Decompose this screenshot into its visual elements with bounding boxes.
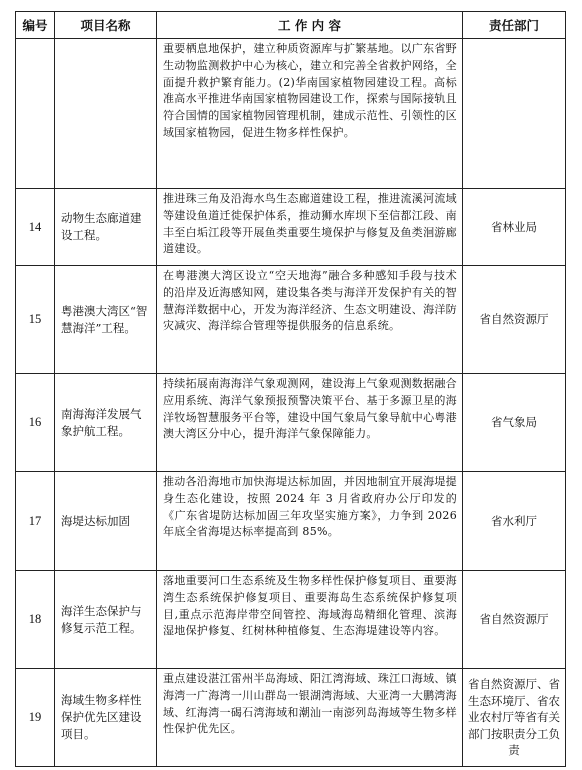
row-responsible-dept: 省自然资源厅 <box>463 266 566 374</box>
table-row <box>16 669 566 767</box>
row-number: 18 <box>16 571 55 669</box>
row-project-name: 海域生物多样性保护优先区建设项目。 <box>55 669 157 767</box>
row-project-name: 南海海洋发展气象护航工程。 <box>55 374 157 472</box>
header-project-name: 项目名称 <box>55 12 157 39</box>
row-work-content: 持续拓展南海海洋气象观测网，建设海上气象观测数据融合应用系统、海洋气象预报预警决策平台、基于多源卫星的海洋牧场智慧服务平台等，建设中国气象局气象导航中心粤港澳大湾区分中心，提升海洋气象保障能力。 <box>157 374 463 472</box>
row-project-name: 海洋生态保护与修复示范工程。 <box>55 571 157 669</box>
row-number: 17 <box>16 472 55 571</box>
row-project-name: 动物生态廊道建设工程。 <box>55 189 157 266</box>
row-number: 16 <box>16 374 55 472</box>
row-responsible-dept: 省水利厅 <box>463 472 566 571</box>
row-responsible-dept: 省自然资源厅、省生态环境厅、省农业农村厅等省有关部门按职责分工负责 <box>463 669 566 767</box>
row-work-content: 推进珠三角及沿海水鸟生态廊道建设工程，推进流溪河流域等建设鱼道迁徙保护体系，推动狮水库坝下至信都江段、南丰至白垢江段等开展鱼类重要生境保护与修复及鱼类洄游廊道建设。 <box>157 189 463 266</box>
table-row <box>16 39 566 189</box>
row-work-content: 推动各沿海地市加快海堤达标加固，并因地制宜开展海堤提身生态化建设，按照 2024 年 3 月省政府办公厅印发的《广东省堤防达标加固三年攻坚实施方案》，力争到 2026 年底全省海堤达标率提高到 85%。 <box>157 472 463 571</box>
header-responsible-dept: 责任部门 <box>463 12 566 39</box>
row-project-name: 粤港澳大湾区“智慧海洋”工程。 <box>55 266 157 374</box>
row-number: 19 <box>16 669 55 767</box>
table-row <box>16 571 566 669</box>
row-work-content: 在粤港澳大湾区设立“空天地海”融合多种感知手段与技术的沿岸及近海感知网，建设集各类与海洋开发保护有关的智慧海洋数据中心，开发为海洋经济、生态文明建设、海洋防灾减灾、海洋综合管理等提供服务的信息系统。 <box>157 266 463 374</box>
row-responsible-dept <box>463 39 566 189</box>
header-work-content: 工 作 内 容 <box>157 12 463 39</box>
row-project-name: 海堤达标加固 <box>55 472 157 571</box>
table-row <box>16 189 566 266</box>
project-table <box>15 11 566 767</box>
row-number: 14 <box>16 189 55 266</box>
row-responsible-dept: 省林业局 <box>463 189 566 266</box>
row-responsible-dept: 省自然资源厅 <box>463 571 566 669</box>
table-row <box>16 472 566 571</box>
table-row <box>16 374 566 472</box>
table-header-row <box>16 12 566 39</box>
row-number <box>16 39 55 189</box>
row-work-content: 落地重要河口生态系统及生物多样性保护修复项目、重要海湾生态系统保护修复项目、重要海岛生态系统保护修复项目,重点示范海岸带空间管控、海域海岛精细化管理、滨海湿地保护修复、红树林种植修复、生态海堤建设等内容。 <box>157 571 463 669</box>
table-row <box>16 266 566 374</box>
row-work-content: 重要栖息地保护，建立种质资源库与扩繁基地。以广东省野生动物监测救护中心为核心，建立和完善全省救护网络，全面提升救护繁育能力。(2)华南国家植物园建设工程。高标准高水平推进华南国家植物园建设工作，探索与国际接轨且符合国情的国家植物园管理机制，建成示范性、引领性的区域国家植物园，促进生物多样性保护。 <box>157 39 463 189</box>
row-number: 15 <box>16 266 55 374</box>
header-number: 编号 <box>16 12 55 39</box>
row-work-content: 重点建设湛江雷州半岛海域、阳江湾海域、珠江口海域、镇海湾一广海湾一川山群岛一银湖湾海域、大亚湾一大鹏湾海域、红海湾一碣石湾海域和潮汕一南澎列岛海域等生物多样性保护优先区。 <box>157 669 463 767</box>
row-project-name <box>55 39 157 189</box>
row-responsible-dept: 省气象局 <box>463 374 566 472</box>
